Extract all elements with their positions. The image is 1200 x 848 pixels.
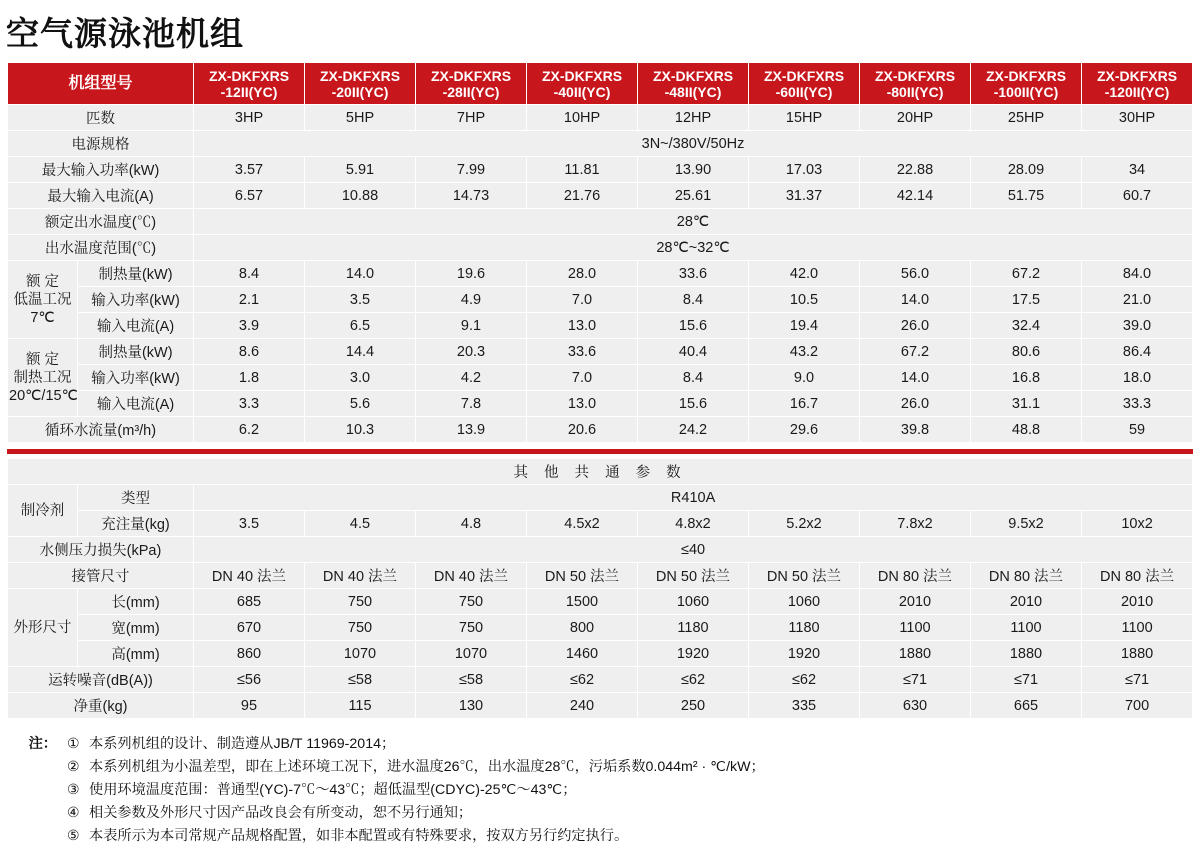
row-label: 匹数 xyxy=(8,105,194,131)
table-row xyxy=(8,339,1193,365)
note-text: 本系列机组为小温差型，即在上述环境工况下，进水温度26℃，出水温度28℃，污垢系数0.044m² · ℃/kW； xyxy=(89,759,765,776)
cell: 130 xyxy=(416,693,527,719)
group-label-line3: 20℃/15℃ xyxy=(9,387,78,404)
cell: 31.37 xyxy=(749,183,860,209)
section-title-row xyxy=(8,459,1193,485)
cell: 750 xyxy=(416,589,527,615)
table-row xyxy=(8,209,1193,235)
cell: 3.57 xyxy=(194,157,305,183)
note-item xyxy=(67,779,765,802)
cell: 750 xyxy=(416,615,527,641)
cell: 6.5 xyxy=(305,313,416,339)
table-row xyxy=(8,537,1193,563)
cell: 14.0 xyxy=(860,287,971,313)
cell: 685 xyxy=(194,589,305,615)
cell: 39.0 xyxy=(1082,313,1193,339)
cell: 12HP xyxy=(638,105,749,131)
cell: 750 xyxy=(305,589,416,615)
table-row xyxy=(8,235,1193,261)
cell: 95 xyxy=(194,693,305,719)
group-label-dimensions: 外形尺寸 xyxy=(8,589,78,667)
cell: 20.6 xyxy=(527,417,638,443)
cell: 7.8 xyxy=(416,391,527,417)
section-divider-band xyxy=(7,449,1193,454)
cell: 22.88 xyxy=(860,157,971,183)
row-label: 输入电流(A) xyxy=(78,313,194,339)
cell: 34 xyxy=(1082,157,1193,183)
model-col-7-line1: ZX-DKFXRS xyxy=(874,67,956,84)
notes-list xyxy=(67,733,765,848)
cell: 8.4 xyxy=(638,287,749,313)
cell: 665 xyxy=(971,693,1082,719)
cell: 4.5x2 xyxy=(527,511,638,537)
model-col-9-line1: ZX-DKFXRS xyxy=(1096,67,1178,84)
model-col-7 xyxy=(860,63,971,105)
cell: 2010 xyxy=(1082,589,1193,615)
note-number: ⑤ xyxy=(67,828,80,845)
cell: 51.75 xyxy=(971,183,1082,209)
table-row xyxy=(8,563,1193,589)
row-label: 制热量(kW) xyxy=(78,261,194,287)
cell: 7.99 xyxy=(416,157,527,183)
group-label-line1: 额 定 xyxy=(25,273,60,290)
note-item xyxy=(67,825,765,848)
cell: 14.4 xyxy=(305,339,416,365)
model-col-8-line2: -100II(YC) xyxy=(993,83,1059,100)
model-col-3-line1: ZX-DKFXRS xyxy=(430,67,512,84)
cell: 80.6 xyxy=(971,339,1082,365)
table-header-row xyxy=(8,63,1193,105)
cell: 19.4 xyxy=(749,313,860,339)
model-col-6 xyxy=(749,63,860,105)
cell: 11.81 xyxy=(527,157,638,183)
cell: 1100 xyxy=(860,615,971,641)
cell: 15HP xyxy=(749,105,860,131)
cell: 21.76 xyxy=(527,183,638,209)
cell: 25HP xyxy=(971,105,1082,131)
row-label: 额定出水温度(℃) xyxy=(8,209,194,235)
table-row xyxy=(8,287,1193,313)
cell: DN 50 法兰 xyxy=(527,563,638,589)
row-label: 接管尺寸 xyxy=(8,563,194,589)
model-col-6-line2: -60II(YC) xyxy=(775,83,833,100)
cell: 84.0 xyxy=(1082,261,1193,287)
model-col-7-line2: -80II(YC) xyxy=(886,83,944,100)
note-item xyxy=(67,756,765,779)
row-label: 循环水流量(m³/h) xyxy=(8,417,194,443)
cell: 750 xyxy=(305,615,416,641)
row-label: 高(mm) xyxy=(78,641,194,667)
cell: 13.0 xyxy=(527,391,638,417)
cell: 3.9 xyxy=(194,313,305,339)
cell: 1100 xyxy=(1082,615,1193,641)
cell: 1180 xyxy=(749,615,860,641)
cell: 10x2 xyxy=(1082,511,1193,537)
cell-span: 28℃~32℃ xyxy=(194,235,1193,261)
model-col-4-line1: ZX-DKFXRS xyxy=(541,67,623,84)
spec-table xyxy=(7,62,1193,443)
cell: 3.5 xyxy=(305,287,416,313)
cell: 4.8 xyxy=(416,511,527,537)
cell: 7HP xyxy=(416,105,527,131)
cell: DN 40 法兰 xyxy=(416,563,527,589)
model-col-2 xyxy=(305,63,416,105)
cell: 8.4 xyxy=(638,365,749,391)
model-col-5 xyxy=(638,63,749,105)
cell: 10.88 xyxy=(305,183,416,209)
section-title: 其 他 共 通 参 数 xyxy=(8,459,1193,485)
cell: ≤62 xyxy=(527,667,638,693)
cell: 33.6 xyxy=(527,339,638,365)
cell: 33.6 xyxy=(638,261,749,287)
cell: 16.7 xyxy=(749,391,860,417)
cell: 33.3 xyxy=(1082,391,1193,417)
cell: 7.8x2 xyxy=(860,511,971,537)
cell: 5.91 xyxy=(305,157,416,183)
table-row xyxy=(8,313,1193,339)
cell: 30HP xyxy=(1082,105,1193,131)
row-label: 最大输入功率(kW) xyxy=(8,157,194,183)
table-row xyxy=(8,157,1193,183)
cell: 39.8 xyxy=(860,417,971,443)
cell: 1920 xyxy=(638,641,749,667)
table-row xyxy=(8,131,1193,157)
cell: 7.0 xyxy=(527,287,638,313)
cell: 10.5 xyxy=(749,287,860,313)
cell: 3.0 xyxy=(305,365,416,391)
common-params-table xyxy=(7,458,1193,719)
cell: 17.03 xyxy=(749,157,860,183)
cell: ≤58 xyxy=(305,667,416,693)
cell: 14.0 xyxy=(860,365,971,391)
cell: 860 xyxy=(194,641,305,667)
model-col-4-line2: -40II(YC) xyxy=(553,83,611,100)
model-header-label: 机组型号 xyxy=(8,63,194,105)
cell: 8.6 xyxy=(194,339,305,365)
cell: 4.5 xyxy=(305,511,416,537)
table-row xyxy=(8,183,1193,209)
cell: 2010 xyxy=(971,589,1082,615)
cell: 1070 xyxy=(305,641,416,667)
cell: ≤58 xyxy=(416,667,527,693)
cell: ≤71 xyxy=(971,667,1082,693)
note-number: ③ xyxy=(67,782,80,799)
cell: 1880 xyxy=(1082,641,1193,667)
cell: 1180 xyxy=(638,615,749,641)
table-row xyxy=(8,105,1193,131)
notes-block xyxy=(7,733,1200,848)
model-col-1 xyxy=(194,63,305,105)
cell: 1920 xyxy=(749,641,860,667)
cell: 48.8 xyxy=(971,417,1082,443)
row-label: 水侧压力损失(kPa) xyxy=(8,537,194,563)
cell-span: R410A xyxy=(194,485,1193,511)
cell: ≤62 xyxy=(749,667,860,693)
table-row xyxy=(8,641,1193,667)
table-row xyxy=(8,365,1193,391)
cell: 6.2 xyxy=(194,417,305,443)
cell: 1.8 xyxy=(194,365,305,391)
table-row xyxy=(8,485,1193,511)
model-col-2-line1: ZX-DKFXRS xyxy=(319,67,401,84)
table-row xyxy=(8,261,1193,287)
model-col-3-line2: -28II(YC) xyxy=(442,83,500,100)
cell: 13.90 xyxy=(638,157,749,183)
cell: ≤71 xyxy=(1082,667,1193,693)
table-row xyxy=(8,511,1193,537)
cell: 4.9 xyxy=(416,287,527,313)
cell: 1500 xyxy=(527,589,638,615)
cell: 16.8 xyxy=(971,365,1082,391)
cell: 9.1 xyxy=(416,313,527,339)
table-row xyxy=(8,417,1193,443)
cell-span: ≤40 xyxy=(194,537,1193,563)
group-label-line1: 额 定 xyxy=(25,351,60,368)
cell: 67.2 xyxy=(860,339,971,365)
cell: ≤71 xyxy=(860,667,971,693)
cell: 21.0 xyxy=(1082,287,1193,313)
notes-label: 注： xyxy=(28,736,57,753)
cell: 1880 xyxy=(971,641,1082,667)
cell: 630 xyxy=(860,693,971,719)
model-col-1-line1: ZX-DKFXRS xyxy=(208,67,290,84)
cell: 31.1 xyxy=(971,391,1082,417)
note-number: ② xyxy=(67,759,80,776)
cell: DN 80 法兰 xyxy=(1082,563,1193,589)
cell: 4.2 xyxy=(416,365,527,391)
cell: 60.7 xyxy=(1082,183,1193,209)
cell: 1070 xyxy=(416,641,527,667)
cell: 67.2 xyxy=(971,261,1082,287)
group-label-rated-heating xyxy=(8,339,78,417)
cell: 5HP xyxy=(305,105,416,131)
cell: 3.3 xyxy=(194,391,305,417)
cell: 13.9 xyxy=(416,417,527,443)
cell: 2.1 xyxy=(194,287,305,313)
row-label: 出水温度范围(℃) xyxy=(8,235,194,261)
cell: 28.0 xyxy=(527,261,638,287)
cell: 4.8x2 xyxy=(638,511,749,537)
row-label: 类型 xyxy=(78,485,194,511)
note-text: 本系列机组的设计、制造遵从JB/T 11969-2014； xyxy=(89,736,396,753)
group-label-line2: 制热工况 xyxy=(13,369,72,386)
cell: 20.3 xyxy=(416,339,527,365)
table-row xyxy=(8,615,1193,641)
model-col-4 xyxy=(527,63,638,105)
cell: DN 50 法兰 xyxy=(638,563,749,589)
cell: 115 xyxy=(305,693,416,719)
cell: 24.2 xyxy=(638,417,749,443)
cell: 25.61 xyxy=(638,183,749,209)
cell: 14.0 xyxy=(305,261,416,287)
model-col-1-line2: -12II(YC) xyxy=(220,83,278,100)
group-label-low-temp xyxy=(8,261,78,339)
row-label: 长(mm) xyxy=(78,589,194,615)
cell: 9.0 xyxy=(749,365,860,391)
cell: DN 40 法兰 xyxy=(305,563,416,589)
cell: DN 80 法兰 xyxy=(971,563,1082,589)
cell: 6.57 xyxy=(194,183,305,209)
cell: 240 xyxy=(527,693,638,719)
cell: 28.09 xyxy=(971,157,1082,183)
cell-span: 28℃ xyxy=(194,209,1193,235)
row-label: 运转噪音(dB(A)) xyxy=(8,667,194,693)
row-label: 宽(mm) xyxy=(78,615,194,641)
row-label: 输入功率(kW) xyxy=(78,287,194,313)
cell: ≤62 xyxy=(638,667,749,693)
group-label-line2: 低温工况 xyxy=(13,291,72,308)
row-label: 输入功率(kW) xyxy=(78,365,194,391)
table-row xyxy=(8,667,1193,693)
cell: 42.14 xyxy=(860,183,971,209)
common-params-body xyxy=(8,459,1193,719)
cell: 9.5x2 xyxy=(971,511,1082,537)
cell: 1100 xyxy=(971,615,1082,641)
cell: 29.6 xyxy=(749,417,860,443)
cell: 20HP xyxy=(860,105,971,131)
cell: 700 xyxy=(1082,693,1193,719)
note-text: 使用环境温度范围：普通型(YC)-7℃～43℃；超低温型(CDYC)-25℃～43℃； xyxy=(89,782,577,799)
cell: 26.0 xyxy=(860,313,971,339)
row-label: 净重(kg) xyxy=(8,693,194,719)
spec-table-body xyxy=(8,63,1193,443)
cell: 10.3 xyxy=(305,417,416,443)
note-text: 相关参数及外形尺寸因产品改良会有所变动，恕不另行通知； xyxy=(89,805,473,822)
cell: 800 xyxy=(527,615,638,641)
cell: 56.0 xyxy=(860,261,971,287)
note-number: ④ xyxy=(67,805,80,822)
row-label: 输入电流(A) xyxy=(78,391,194,417)
cell: 86.4 xyxy=(1082,339,1193,365)
table-row xyxy=(8,391,1193,417)
note-text: 本表所示为本司常规产品规格配置，如非本配置或有特殊要求，按双方另行约定执行。 xyxy=(89,828,629,845)
cell: 17.5 xyxy=(971,287,1082,313)
cell: 14.73 xyxy=(416,183,527,209)
model-col-3 xyxy=(416,63,527,105)
cell: 2010 xyxy=(860,589,971,615)
cell: 670 xyxy=(194,615,305,641)
note-number: ① xyxy=(67,736,80,753)
cell: 3.5 xyxy=(194,511,305,537)
cell: 15.6 xyxy=(638,313,749,339)
cell: 42.0 xyxy=(749,261,860,287)
model-col-6-line1: ZX-DKFXRS xyxy=(763,67,845,84)
row-label: 电源规格 xyxy=(8,131,194,157)
cell: 32.4 xyxy=(971,313,1082,339)
cell: 40.4 xyxy=(638,339,749,365)
model-col-9 xyxy=(1082,63,1193,105)
model-col-2-line2: -20II(YC) xyxy=(331,83,389,100)
group-label-line3: 7℃ xyxy=(30,309,55,326)
row-label: 充注量(kg) xyxy=(78,511,194,537)
cell: 5.2x2 xyxy=(749,511,860,537)
cell: 250 xyxy=(638,693,749,719)
model-col-8-line1: ZX-DKFXRS xyxy=(985,67,1067,84)
cell: 7.0 xyxy=(527,365,638,391)
cell: ≤56 xyxy=(194,667,305,693)
cell-span: 3N~/380V/50Hz xyxy=(194,131,1193,157)
cell: 10HP xyxy=(527,105,638,131)
cell: 43.2 xyxy=(749,339,860,365)
table-row xyxy=(8,589,1193,615)
note-item xyxy=(67,733,765,756)
model-col-5-line1: ZX-DKFXRS xyxy=(652,67,734,84)
page-title: 空气源泳池机组 xyxy=(6,15,244,52)
cell: 3HP xyxy=(194,105,305,131)
cell: 1060 xyxy=(638,589,749,615)
cell: 13.0 xyxy=(527,313,638,339)
note-item xyxy=(67,802,765,825)
cell: 19.6 xyxy=(416,261,527,287)
row-label: 制热量(kW) xyxy=(78,339,194,365)
cell: DN 40 法兰 xyxy=(194,563,305,589)
cell: 335 xyxy=(749,693,860,719)
table-row xyxy=(8,693,1193,719)
group-label-refrigerant: 制冷剂 xyxy=(8,485,78,537)
cell: 1060 xyxy=(749,589,860,615)
cell: 18.0 xyxy=(1082,365,1193,391)
cell: DN 80 法兰 xyxy=(860,563,971,589)
model-col-5-line2: -48II(YC) xyxy=(664,83,722,100)
cell: 1880 xyxy=(860,641,971,667)
cell: 15.6 xyxy=(638,391,749,417)
row-label: 最大输入电流(A) xyxy=(8,183,194,209)
cell: 1460 xyxy=(527,641,638,667)
model-col-8 xyxy=(971,63,1082,105)
cell: 8.4 xyxy=(194,261,305,287)
model-col-9-line2: -120II(YC) xyxy=(1104,83,1170,100)
cell: 5.6 xyxy=(305,391,416,417)
cell: DN 50 法兰 xyxy=(749,563,860,589)
cell: 59 xyxy=(1082,417,1193,443)
cell: 26.0 xyxy=(860,391,971,417)
